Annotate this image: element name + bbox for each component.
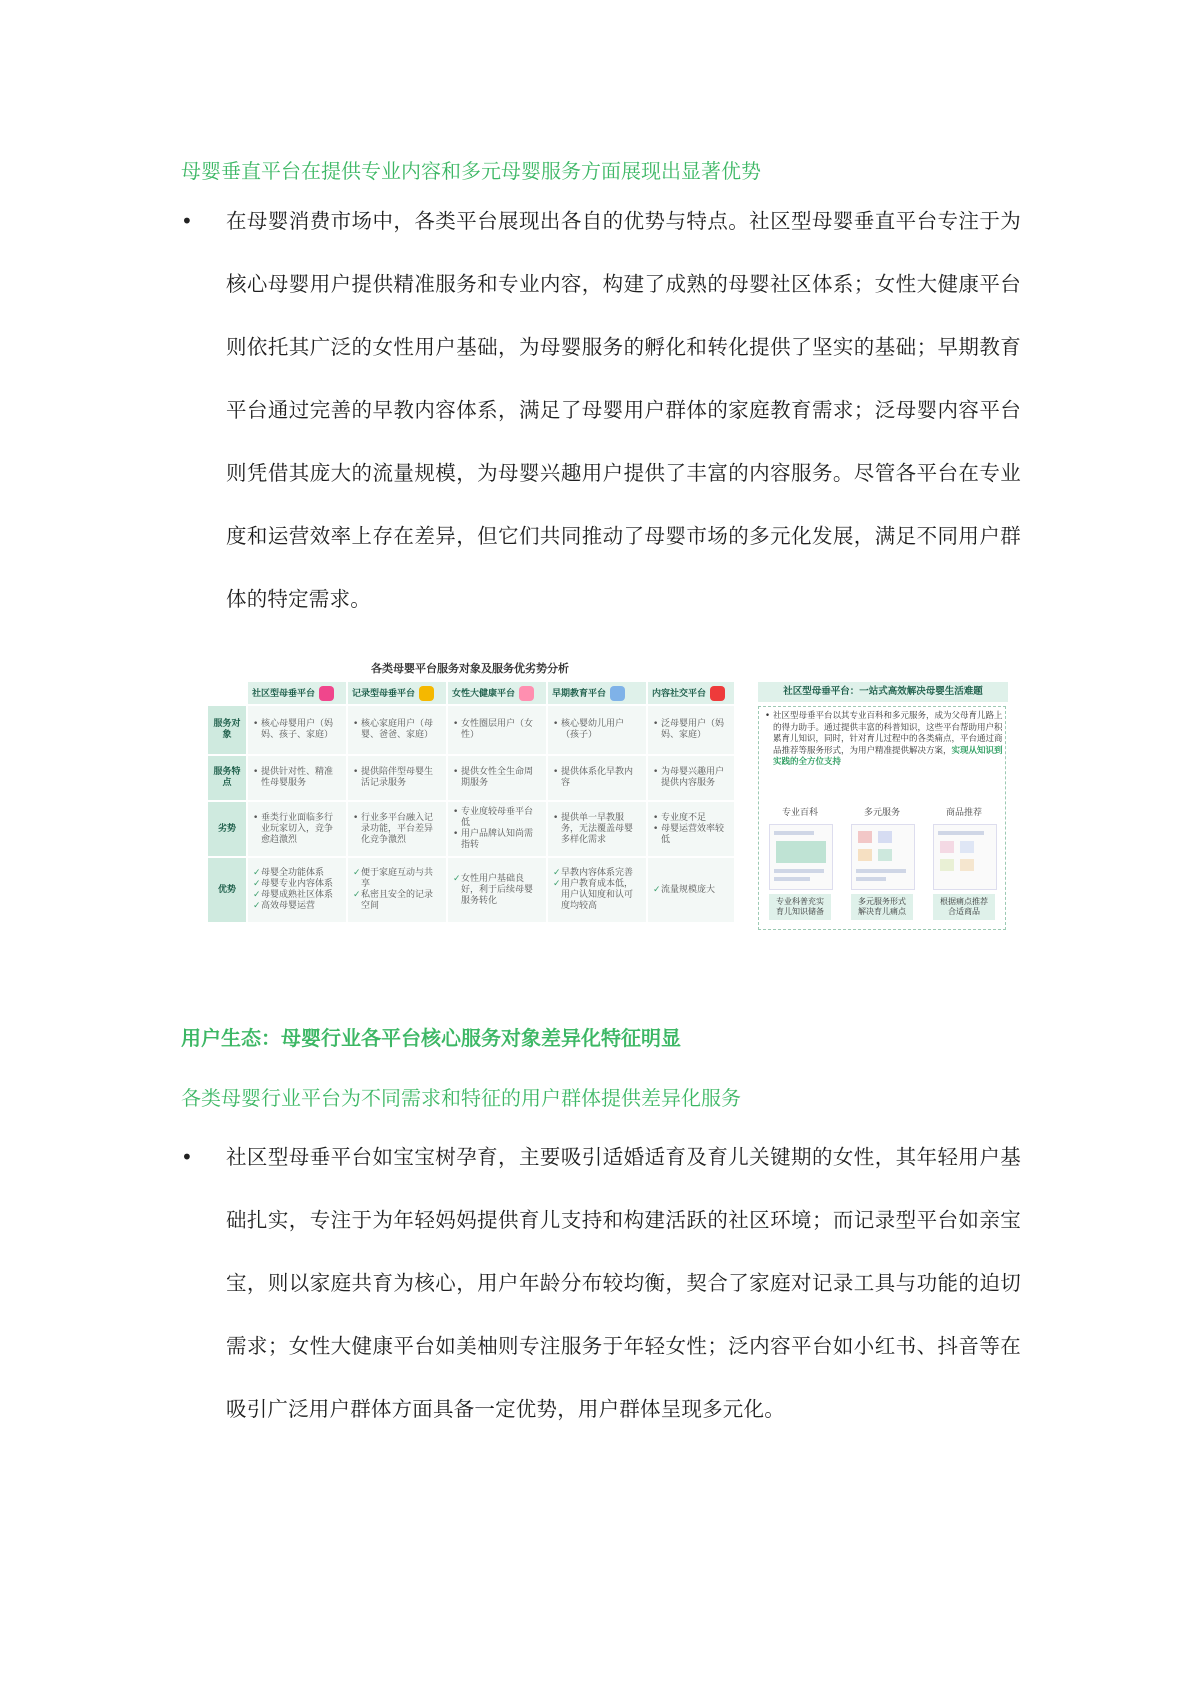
service-professional-encyclopedia xyxy=(765,805,835,920)
table-cell: • 行业多平台融入记录功能，平台差异化竞争激烈 xyxy=(348,802,446,856)
figure-title: 各类母婴平台服务对象及服务优劣势分析 xyxy=(371,662,569,675)
col-header-record: 记录型母垂平台 xyxy=(348,682,446,704)
table-cell: • 提供陪伴型母婴生活记录服务 xyxy=(348,756,446,800)
table-cell: • 专业度较母垂平台低 • 用户品牌认知尚需指转 xyxy=(448,802,546,856)
table-cell: • 提供单一早教服务，无法覆盖母婴多样化需求 xyxy=(548,802,646,856)
table-cell: ✓ 早教内容体系完善 ✓ 用户教育成本低，用户认知度和认可度均较高 xyxy=(548,858,646,922)
side-panel xyxy=(758,706,1006,930)
service-product-recommendation xyxy=(929,805,999,920)
table-cell: • 垂类行业面临多行业玩家切入，竞争愈趋激烈 xyxy=(248,802,346,856)
col-header-early-edu: 早期教育平台 xyxy=(548,682,646,704)
row-header-disadvantage: 劣势 xyxy=(208,802,246,856)
service-title: 商品推荐 xyxy=(945,808,982,818)
paragraph-user-groups xyxy=(181,1126,1021,1441)
platform-comparison-figure xyxy=(200,660,1008,938)
bullet-marker: • xyxy=(181,1145,193,1169)
service-caption: 根据痛点推荐合适商品 xyxy=(933,894,995,920)
app-screenshot-thumbnail xyxy=(851,824,915,890)
record-app-icon xyxy=(419,686,434,701)
table-cell: ✓ 便于家庭互动与共享 ✓ 私密且安全的记录空间 xyxy=(348,858,446,922)
side-panel-text: • 社区型母垂平台以其专业百科和多元服务，成为父母育儿路上的得力助手。通过提供丰富的科普知识，这些平台帮助用户积累育儿知识，同时，针对育儿过程中的各类痛点，平台通过商品推荐等服务形式，为用户精准提供解决方案，实现从知识到实践的全方位支持 xyxy=(765,711,1007,769)
side-panel-highlight: 实现从知识到实践的全方位支持 xyxy=(773,745,1003,767)
table-cell: • 核心母婴用户（妈妈、孩子、家庭） xyxy=(248,706,346,754)
content-social-app-icon xyxy=(710,686,725,701)
service-caption: 专业科普充实育儿知识储备 xyxy=(769,894,831,920)
early-edu-app-icon xyxy=(610,686,625,701)
women-health-app-icon xyxy=(519,686,534,701)
col-header-women-health: 女性大健康平台 xyxy=(448,682,546,704)
service-title: 专业百科 xyxy=(781,808,818,818)
table-cell: • 为母婴兴趣用户提供内容服务 xyxy=(648,756,734,800)
table-cell: • 提供体系化早教内容 xyxy=(548,756,646,800)
section-heading-user-ecosystem: 用户生态：母婴行业各平台核心服务对象差异化特征明显 xyxy=(181,1026,681,1050)
table-cell: • 专业度不足 • 母婴运营效率较低 xyxy=(648,802,734,856)
side-panel-heading: 社区型母垂平台：一站式高效解决母婴生活难题 xyxy=(758,682,1008,702)
paragraph-platform-advantages xyxy=(181,190,1021,631)
table-cell: ✓ 流量规模庞大 xyxy=(648,858,734,922)
table-cell: • 提供女性全生命周期服务 xyxy=(448,756,546,800)
table-cell: • 女性圈层用户（女性） xyxy=(448,706,546,754)
paragraph-text: 社区型母垂平台如宝宝树孕育，主要吸引适婚适育及育儿关键期的女性，其年轻用户基础扎实，专注于为年轻妈妈提供育儿支持和构建活跃的社区环境；而记录型平台如亲宝宝，则以家庭共育为核心，用户年龄分布较均衡，契合了家庭对记录工具与功能的迫切需求；女性大健康平台如美柚则专注服务于年轻女性；泛内容平台如小红书、抖音等在吸引广泛用户群体方面具备一定优势，用户群体呈现多元化。 xyxy=(226,1145,1021,1421)
bullet-marker: • xyxy=(181,209,193,233)
table-cell: • 核心家庭用户（母婴、爸爸、家庭） xyxy=(348,706,446,754)
col-header-content-social: 内容社交平台 xyxy=(648,682,734,704)
table-cell: ✓ 女性用户基础良好，利于后续母婴服务转化 xyxy=(448,858,546,922)
app-screenshot-thumbnail xyxy=(933,824,997,890)
row-header-service-feature: 服务特点 xyxy=(208,756,246,800)
table-cell: ✓ 母婴全功能体系 ✓ 母婴专业内容体系 ✓ 母婴成熟社区体系 ✓ 高效母婴运营 xyxy=(248,858,346,922)
table-cell: • 提供针对性、精准性母婴服务 xyxy=(248,756,346,800)
service-caption: 多元服务形式解决育儿痛点 xyxy=(851,894,913,920)
corner-cell xyxy=(208,682,246,704)
service-title: 多元服务 xyxy=(863,808,900,818)
col-header-community: 社区型母垂平台 xyxy=(248,682,346,704)
table-cell: • 核心婴幼儿用户（孩子） xyxy=(548,706,646,754)
row-header-advantage: 优势 xyxy=(208,858,246,922)
paragraph-text: 在母婴消费市场中，各类平台展现出各自的优势与特点。社区型母婴垂直平台专注于为核心母婴用户提供精准服务和专业内容，构建了成熟的母婴社区体系；女性大健康平台则依托其广泛的女性用户基础，为母婴服务的孵化和转化提供了坚实的基础；早期教育平台通过完善的早教内容体系，满足了母婴用户群体的家庭教育需求；泛母婴内容平台则凭借其庞大的流量规模，为母婴兴趣用户提供了丰富的内容服务。尽管各平台在专业度和运营效率上存在差异，但它们共同推动了母婴市场的多元化发展，满足不同用户群体的特定需求。 xyxy=(226,209,1021,611)
app-screenshot-thumbnail xyxy=(769,824,833,890)
table-cell: • 泛母婴用户（妈妈、家庭） xyxy=(648,706,734,754)
section-subheading-differentiated: 各类母婴行业平台为不同需求和特征的用户群体提供差异化服务 xyxy=(181,1086,741,1110)
comparison-table xyxy=(206,680,736,924)
section-heading-advantages: 母婴垂直平台在提供专业内容和多元母婴服务方面展现出显著优势 xyxy=(181,159,761,183)
row-header-service-target: 服务对象 xyxy=(208,706,246,754)
community-app-icon xyxy=(319,686,334,701)
service-diverse-services xyxy=(847,805,917,920)
